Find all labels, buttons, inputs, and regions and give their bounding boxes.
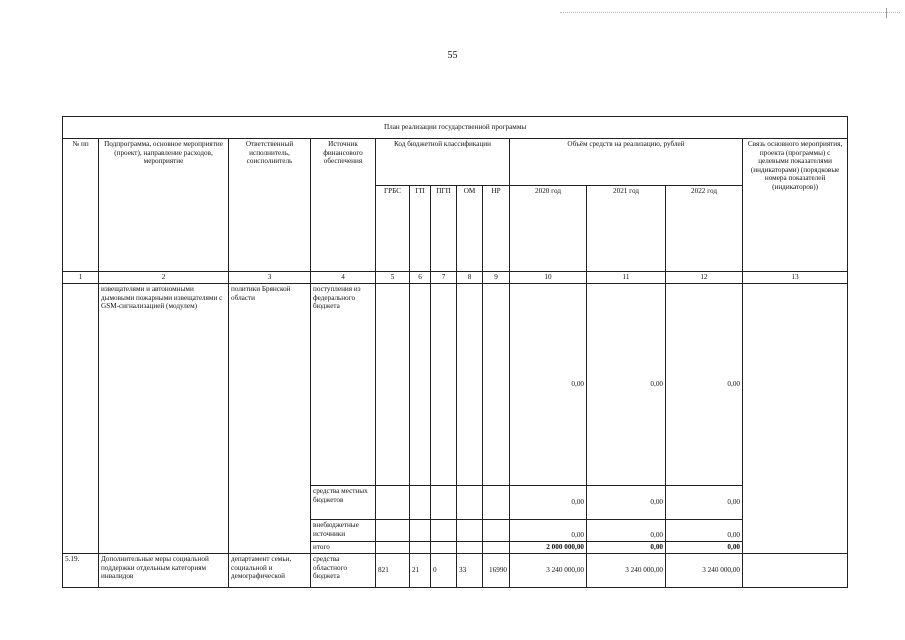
cell-source: средства местных бюджетов bbox=[311, 486, 376, 520]
cell-2022: 0,00 bbox=[666, 520, 743, 542]
cell-source: поступления из федерального бюджета bbox=[311, 284, 376, 486]
header-source: Источник финансового обеспечения bbox=[311, 139, 376, 272]
cell-source: внебюджетные источники bbox=[311, 520, 376, 542]
cell-subprogram: извещателями и автономными дымовыми пожарными извещателями с GSM-сигнализацией (модулем) bbox=[99, 284, 229, 554]
cell-2022: 0,00 bbox=[666, 284, 743, 486]
cell-responsible: департамент семьи, социальной и демографической bbox=[229, 554, 311, 588]
scan-artifact bbox=[560, 12, 900, 17]
table-title: План реализации государственной программы bbox=[63, 117, 848, 139]
page-number: 55 bbox=[447, 50, 458, 61]
col-number: 1 bbox=[63, 272, 99, 284]
col-number: 8 bbox=[457, 272, 483, 284]
header-pgp: ПГП bbox=[431, 186, 457, 272]
cell-2020: 0,00 bbox=[510, 486, 587, 520]
cell-2020: 3 240 000,00 bbox=[510, 554, 587, 588]
cell-pgp: 0 bbox=[431, 554, 457, 588]
col-number: 2 bbox=[99, 272, 229, 284]
header-nr: НР bbox=[483, 186, 510, 272]
cell-subprogram: Дополнительные меры социальной поддержки отдельным категориям инвалидов bbox=[99, 554, 229, 588]
cell-2022: 0,00 bbox=[666, 486, 743, 520]
col-number: 6 bbox=[410, 272, 431, 284]
col-number: 3 bbox=[229, 272, 311, 284]
cell-2022: 3 240 000,00 bbox=[666, 554, 743, 588]
cell-grbs: 821 bbox=[376, 554, 410, 588]
table-row-5-19 bbox=[63, 554, 848, 588]
header-grbs: ГРБС bbox=[376, 186, 410, 272]
cell-2021: 0,00 bbox=[587, 520, 666, 542]
table-row bbox=[63, 284, 848, 486]
header-subprogram: Подпрограмма, основное мероприятие (проект), направление расходов, мероприятие bbox=[99, 139, 229, 272]
cell-2020: 0,00 bbox=[510, 520, 587, 542]
cell-source: средства областного бюджета bbox=[311, 554, 376, 588]
column-number-row bbox=[63, 272, 848, 284]
header-funds: Объём средств на реализацию, рублей bbox=[510, 139, 743, 186]
cell-source: итого bbox=[311, 542, 376, 554]
cell-gp: 21 bbox=[410, 554, 431, 588]
col-number: 9 bbox=[483, 272, 510, 284]
header-num: № пп bbox=[63, 139, 99, 272]
cell-2022-total: 0,00 bbox=[666, 542, 743, 554]
cell-2021-total: 0,00 bbox=[587, 542, 666, 554]
header-year-2022: 2022 год bbox=[666, 186, 743, 272]
scan-artifact-tick bbox=[886, 8, 887, 18]
header-link: Связь основного мероприятия, проекта (программы) с целевыми показателями (индикаторами) (порядковые номера показателей (индикаторов)) bbox=[743, 139, 848, 272]
header-responsible: Ответственный исполнитель, соисполнитель bbox=[229, 139, 311, 272]
cell-2020-total: 2 000 000,00 bbox=[510, 542, 587, 554]
col-number: 5 bbox=[376, 272, 410, 284]
col-number: 13 bbox=[743, 272, 848, 284]
header-budget-code: Код бюджетной классификации bbox=[376, 139, 510, 186]
cell-responsible: политики Брянской области bbox=[229, 284, 311, 554]
cell-nr: 16990 bbox=[483, 554, 510, 588]
cell-2021: 0,00 bbox=[587, 284, 666, 486]
header-om: ОМ bbox=[457, 186, 483, 272]
col-number: 12 bbox=[666, 272, 743, 284]
cell-link bbox=[743, 284, 848, 554]
col-number: 4 bbox=[311, 272, 376, 284]
cell-2021: 0,00 bbox=[587, 486, 666, 520]
col-number: 11 bbox=[587, 272, 666, 284]
header-year-2021: 2021 год bbox=[587, 186, 666, 272]
cell-2020: 0,00 bbox=[510, 284, 587, 486]
table-title-row bbox=[63, 117, 848, 139]
cell-num: 5.19. bbox=[63, 554, 99, 588]
cell-om: 33 bbox=[457, 554, 483, 588]
header-gp: ГП bbox=[410, 186, 431, 272]
plan-table bbox=[62, 116, 848, 588]
header-row-1 bbox=[63, 139, 848, 186]
cell-num bbox=[63, 284, 99, 554]
col-number: 7 bbox=[431, 272, 457, 284]
cell-link bbox=[743, 554, 848, 588]
cell-2021: 3 240 000,00 bbox=[587, 554, 666, 588]
col-number: 10 bbox=[510, 272, 587, 284]
header-year-2020: 2020 год bbox=[510, 186, 587, 272]
